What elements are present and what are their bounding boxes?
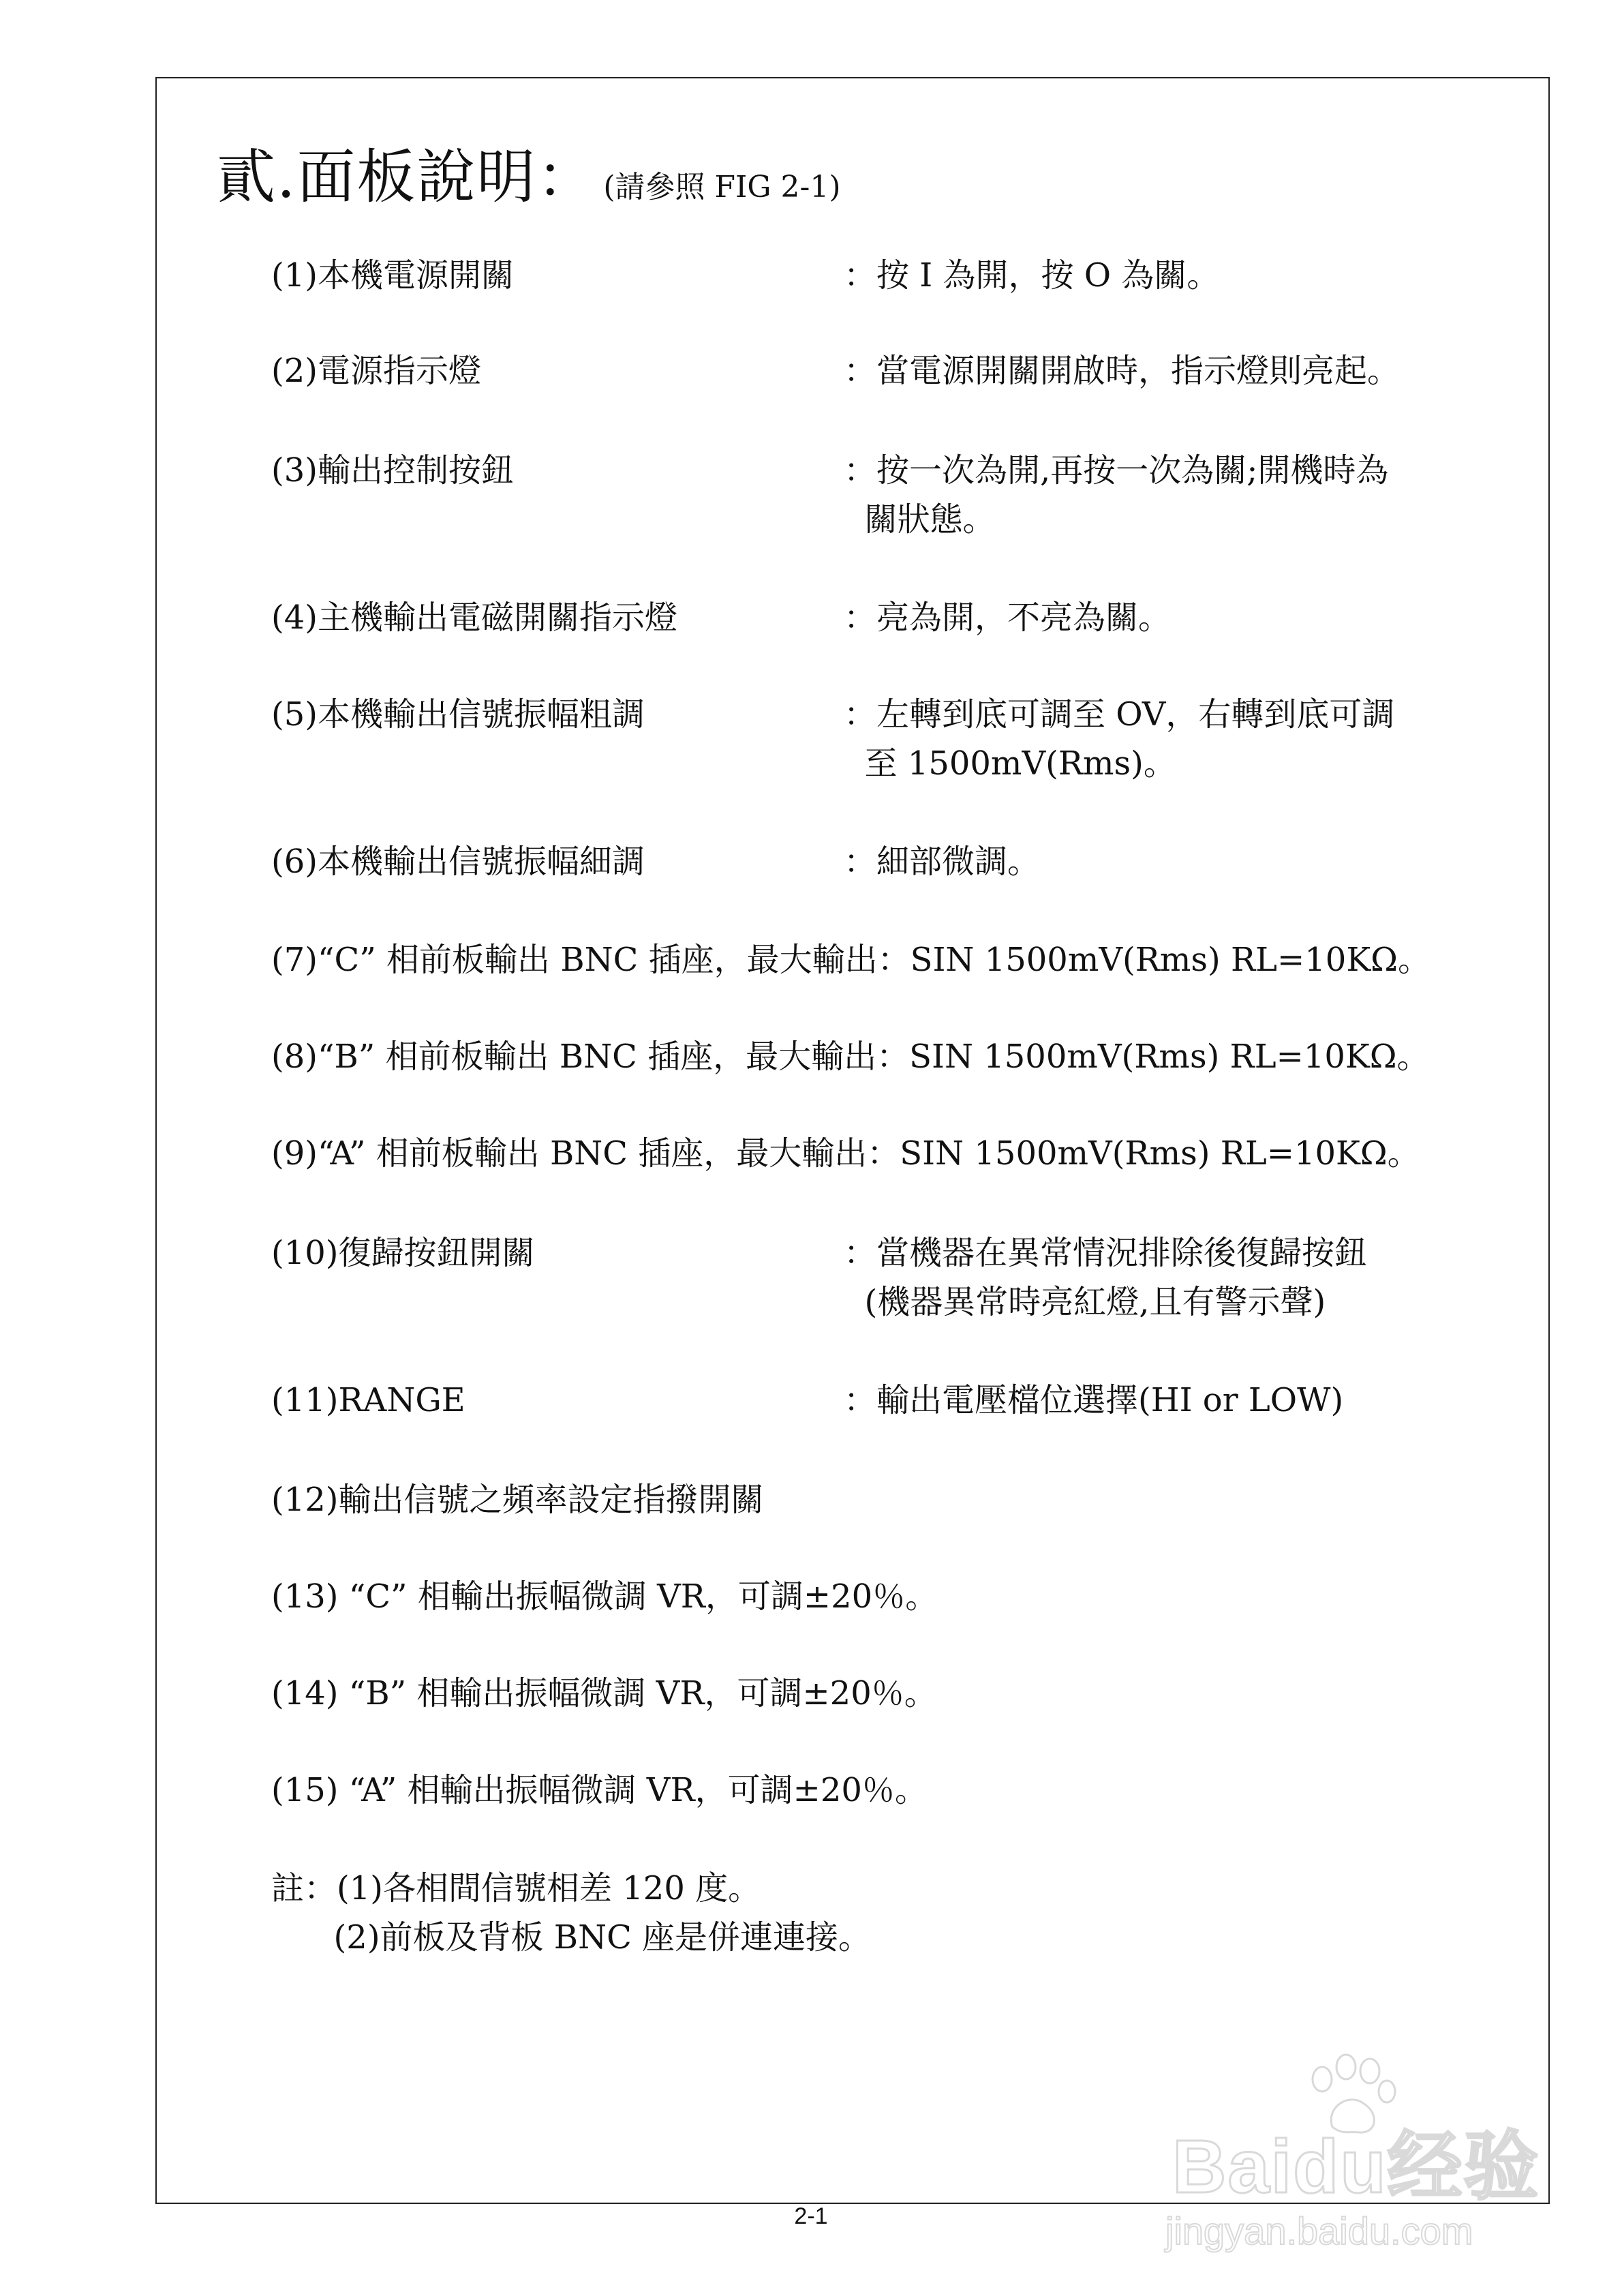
item-label: (6)本機輸出信號振幅細調 bbox=[271, 843, 645, 881]
item-bnc-a: (9)“A” 相前板輸出 BNC 插座，最大輸出：SIN 1500mV(Rms) RL=10KΩ。 bbox=[271, 1134, 1420, 1173]
item-bnc-b: (8)“B” 相前板輸出 BNC 插座，最大輸出：SIN 1500mV(Rms) RL=10KΩ。 bbox=[271, 1038, 1430, 1076]
item-label: (3)輸出控制按鈕 bbox=[271, 451, 514, 489]
watermark bbox=[1159, 2100, 1540, 2263]
item-desc: ：當電源開關開啟時，指示燈則亮起。 bbox=[844, 352, 1401, 390]
item-desc: ：輸出電壓檔位選擇(HI or LOW) bbox=[844, 1381, 1344, 1419]
item-label: (2)電源指示燈 bbox=[271, 352, 481, 390]
item-label: (11)RANGE bbox=[271, 1381, 465, 1419]
title-sub: (請參照 FIG 2-1) bbox=[603, 170, 841, 205]
item-label: (4)主機輸出電磁開關指示燈 bbox=[271, 599, 677, 637]
item-vr-a: (15) “A” 相輸出振幅微調 VR，可調±20％。 bbox=[271, 1771, 928, 1809]
item-desc: ：左轉到底可調至 OV，右轉到底可調 至 1500mV(Rms)。 bbox=[844, 695, 1395, 783]
item-vr-b: (14) “B” 相輸出振幅微調 VR，可調±20％。 bbox=[271, 1674, 937, 1712]
item-desc: ：按一次為開,再按一次為關;開機時為 關狀態。 bbox=[844, 451, 1389, 539]
item-desc: ：亮為開，不亮為關。 bbox=[844, 599, 1172, 637]
item-bnc-c: (7)“C” 相前板輸出 BNC 插座，最大輸出：SIN 1500mV(Rms) RL=10KΩ。 bbox=[271, 941, 1430, 979]
item-desc: ：細部微調。 bbox=[844, 843, 1041, 881]
note-line-1: 註：(1)各相間信號相差 120 度。 bbox=[271, 1869, 761, 1907]
item-desc: ：當機器在異常情況排除後復歸按鈕 (機器異常時亮紅燈,且有警示聲) bbox=[844, 1234, 1368, 1321]
item-vr-c: (13) “C” 相輸出振幅微調 VR，可調±20％。 bbox=[271, 1577, 938, 1616]
note-line-2: (2)前板及背板 BNC 座是併連連接。 bbox=[271, 1918, 872, 1957]
watermark-url: jingyan.baidu.com bbox=[1165, 2209, 1473, 2252]
watermark-logo: Baidu经验 bbox=[1172, 2125, 1540, 2209]
item-label: (1)本機電源開關 bbox=[271, 256, 514, 294]
item-label: (5)本機輸出信號振幅粗調 bbox=[271, 695, 645, 734]
item-label: (10)復歸按鈕開關 bbox=[271, 1234, 535, 1272]
title-main: 貳.面板說明： bbox=[217, 143, 597, 211]
item-dip-switch: (12)輸出信號之頻率設定指撥開關 bbox=[271, 1481, 764, 1519]
page-number: 2-1 bbox=[794, 2203, 828, 2229]
item-desc: ：按 I 為開，按 O 為關。 bbox=[844, 256, 1220, 294]
section-title bbox=[217, 130, 841, 214]
